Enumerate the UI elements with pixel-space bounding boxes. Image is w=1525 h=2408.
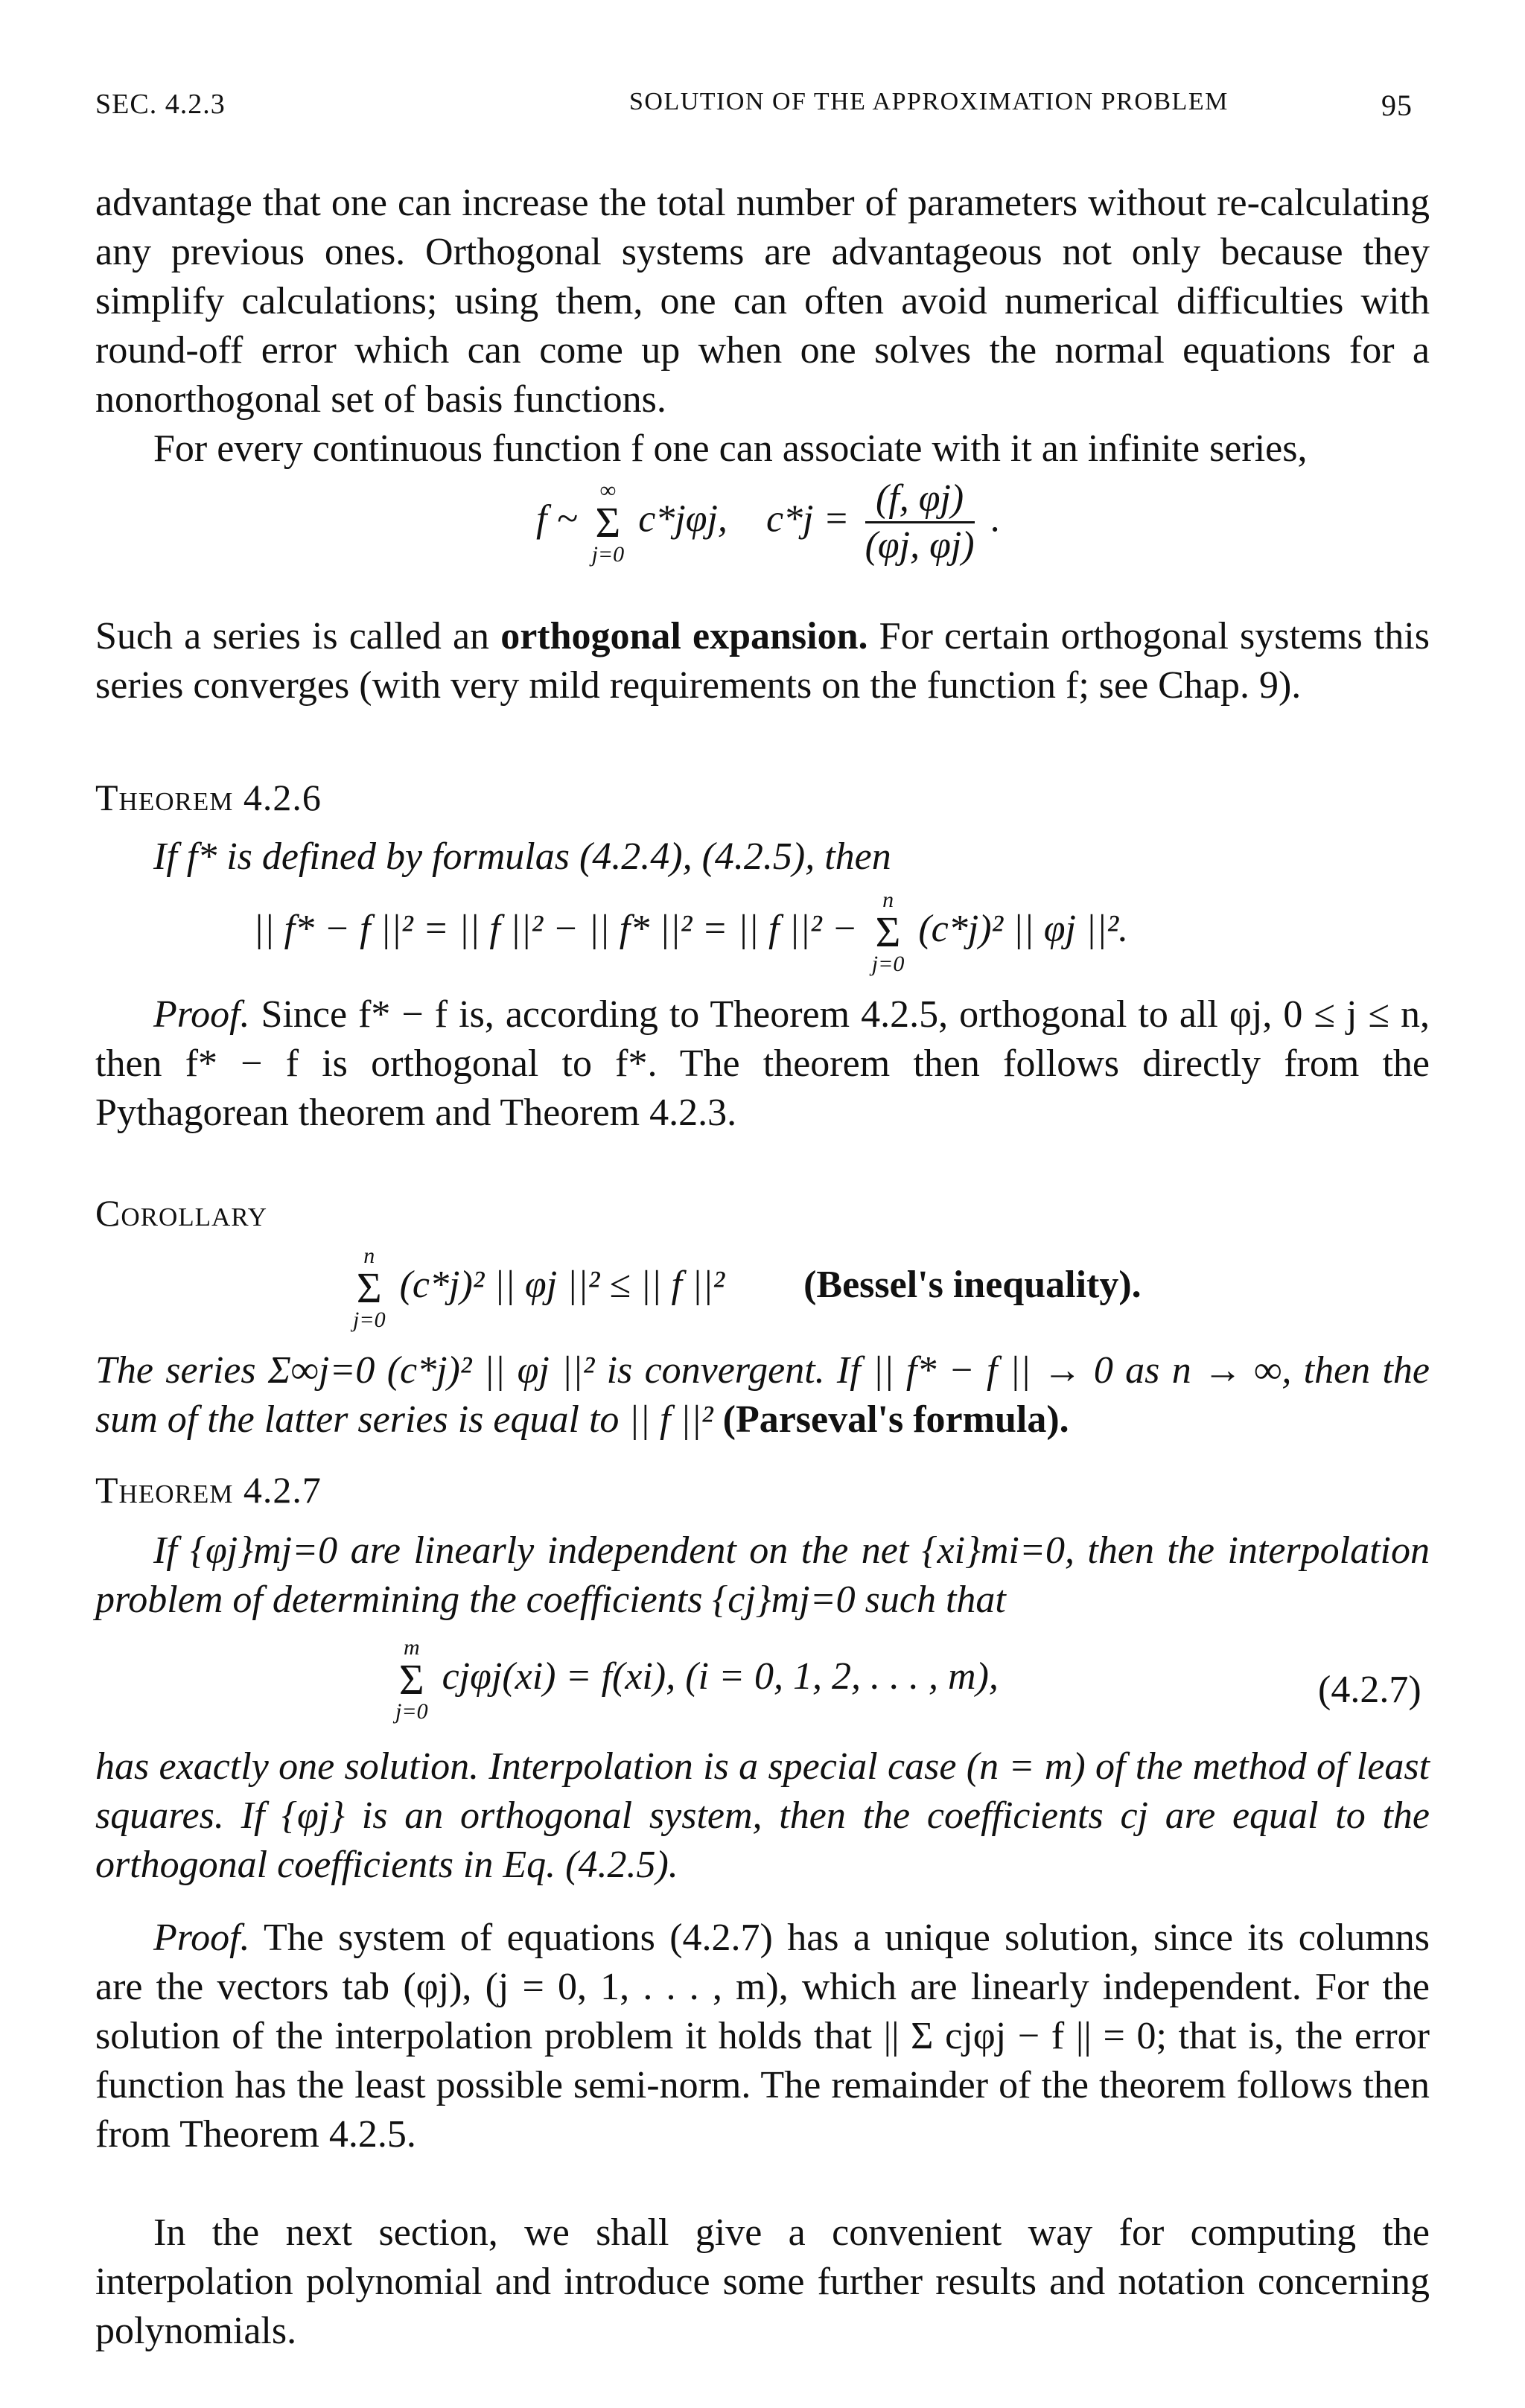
eq1-sum-top: ∞ [599,477,617,503]
proof-label: Proof. [153,993,250,1036]
equation-4-2-7 [391,1635,999,1724]
thm426-sum-top: n [882,888,894,912]
proof-text: The system of equations (4.2.7) has a unique solution, since its columns are the vectors tab (φj), (j = 0, 1, . . . , m), which are linearly independent. For the solution of the interpolation problem it holds that || Σ cjφj − f || = 0; that is, the error function has the least possible semi-norm. The remainder of the theorem follows then from Theorem 4.2.5. [95,1917,1430,2156]
paragraph-next-section: In the next section, we shall give a convenient way for computing the interpolation polynomial and introduce some further results and notation concerning polynomials. [95,2211,1430,2352]
corollary-text [95,1346,1430,1445]
thm426-sum-bottom: j=0 [871,952,905,976]
sigma-symbol: Σ [595,497,621,547]
corollary-equation: (c*j)² || φj ||² ≤ || f ||² [399,1263,725,1306]
thm427-sum-bottom: j=0 [395,1699,428,1724]
thm427-equation: cjφj(xi) = f(xi), (i = 0, 1, 2, . . . , m), [442,1654,999,1698]
proof-theorem-4-2-6 [95,990,1430,1138]
theorem-4-2-6-label: Theorem 4.2.6 [95,777,322,818]
equation-theorem-4-2-6 [253,888,1128,977]
proof-text: Since f* − f is, according to Theorem 4.2.5, orthogonal to all φj, 0 ≤ j ≤ n, then f* − f is orthogonal to f*. The theorem then follows directly from the Pythagorean theorem and Theorem 4.2.3. [95,993,1430,1134]
equation-bessel-inequality [348,1243,1142,1333]
parseval-formula-name: (Parseval's formula). [722,1398,1069,1441]
thm427-sum-top: m [403,1635,420,1660]
eq1-sum [592,478,625,567]
corollary-sum-bottom: j=0 [353,1307,386,1332]
equation-orthogonal-expansion [536,477,1000,568]
eq1-numerator: (f, φj) [865,477,975,523]
eq1-term: c*jφj, [638,497,728,541]
eq1-denominator: (φj, φj) [865,524,975,567]
proof-label: Proof. [153,1917,250,1959]
theorem-4-2-7-label: Theorem 4.2.7 [95,1469,322,1511]
eq1-fraction [865,477,975,568]
thm427-sum [395,1635,428,1724]
eq1-coef: c*j = [765,497,850,541]
page-number: 95 [1381,89,1413,122]
sigma-symbol: Σ [875,908,901,956]
section-number: SEC. 4.2.3 [95,89,226,120]
p3-text-end: For certain orthogonal systems this series converges (with very mild requirements on the function f; see Chap. 9). [95,615,1430,707]
eq1-period: . [990,497,1000,541]
paragraph-series-intro: For every continuous function f one can associate with it an infinite series, [153,427,1308,470]
eq1-lhs: f ~ [536,497,578,541]
theorem-4-2-7-statement: If {φj}mj=0 are linearly independent on the net {xi}mi=0, then the interpolation problem of determining the coefficients {cj}mj=0 such that [95,1529,1430,1621]
paragraph-orthogonal-expansion [95,612,1430,710]
bessel-inequality-name: (Bessel's inequality). [803,1263,1142,1306]
thm426-equation-left: || f* − f ||² = || f ||² − || f* ||² = || f ||² − [253,907,858,950]
p3-text-start: Such a series is called an [95,615,501,657]
running-title: SOLUTION OF THE APPROXIMATION PROBLEM [629,88,1229,115]
corollary-sum-top: n [363,1243,375,1268]
eq1-sum-bottom: j=0 [591,541,625,567]
sigma-symbol: Σ [398,1655,424,1704]
proof-theorem-4-2-7 [95,1914,1430,2159]
corollary-label: Corollary [95,1192,267,1234]
term-orthogonal-expansion: orthogonal expansion. [500,615,868,657]
thm426-sum [872,888,905,977]
equation-number-4-2-7: (4.2.7) [1318,1669,1421,1711]
corollary-text-start: The series Σ∞j=0 (c*j)² || φj ||² is convergent. If || f* − f || → 0 as n → ∞, then the sum of the latter series is equal to || f ||² [95,1349,1430,1441]
thm426-equation-right: (c*j)² || φj ||². [918,907,1129,950]
sigma-symbol: Σ [356,1264,382,1312]
theorem-4-2-6-statement: If f* is defined by formulas (4.2.4), (4.2.5), then [153,835,891,878]
paragraph-orthogonal-advantages: advantage that one can increase the total number of parameters without re-calculating any previous ones. Orthogonal systems are advantageous not only because they simplify calculations; using them, one can often avoid numerical difficulties with round-off error which can come up when one solves the normal equations for a nonorthogonal set of basis functions. [95,182,1430,421]
corollary-sum [353,1243,386,1333]
theorem-4-2-7-continuation: has exactly one solution. Interpolation is a special case (n = m) of the method of least squares. If {φj} is an orthogonal system, then the coefficients cj are equal to the orthogonal coefficients in Eq. (4.2.5). [95,1745,1430,1886]
